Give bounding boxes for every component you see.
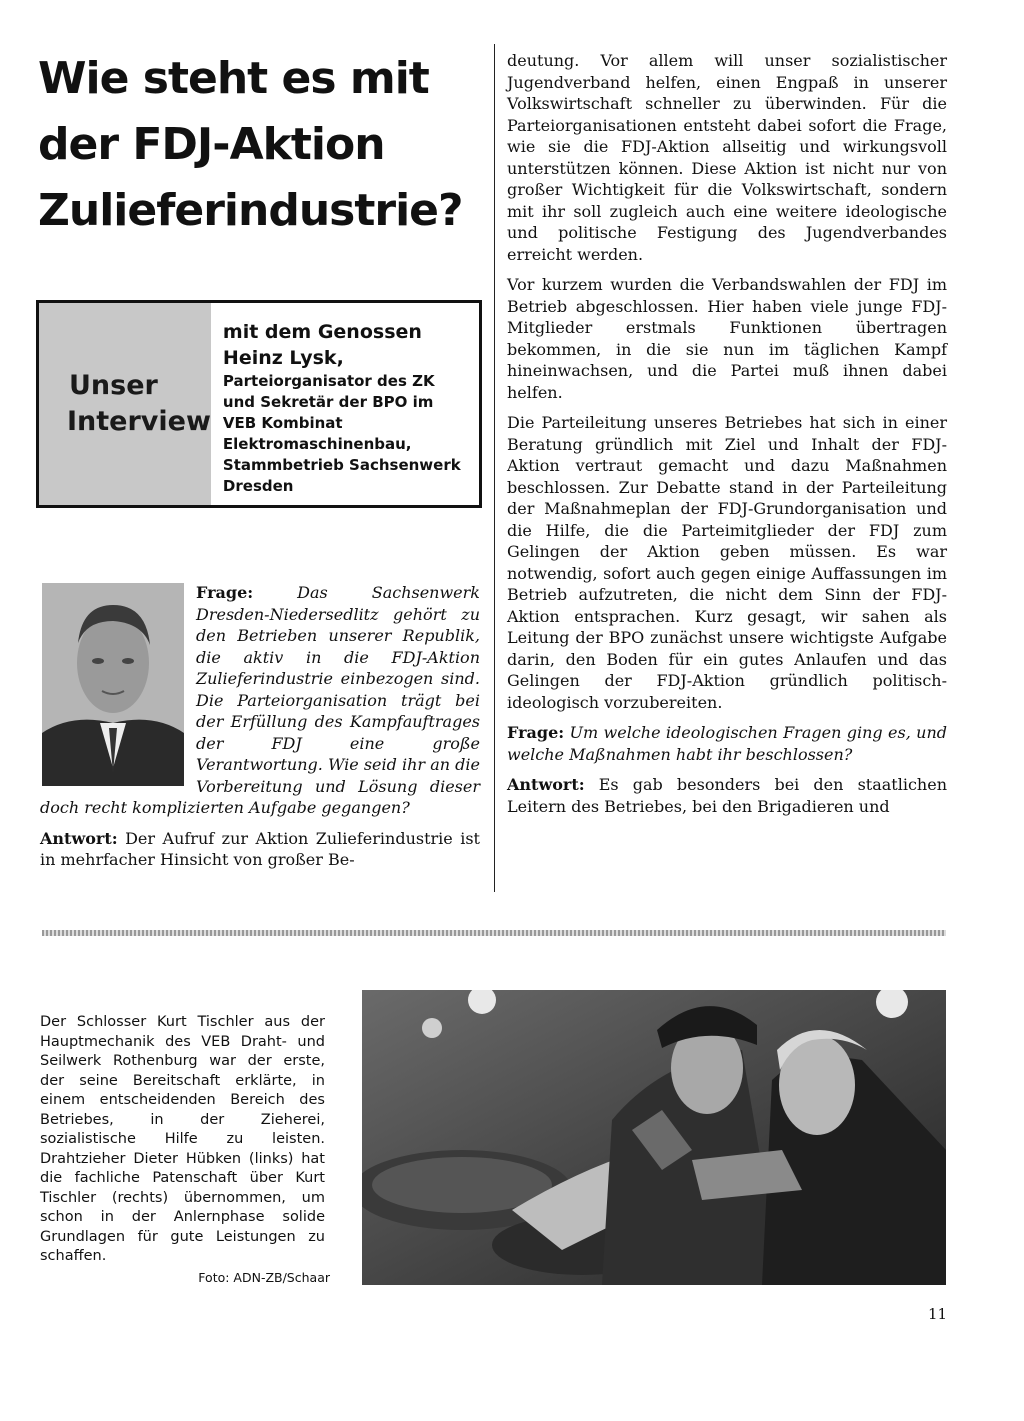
answer-2-text: Es gab besonders bei den staatlichen Leitern des Betriebes, bei den Brigadieren und [507, 775, 947, 816]
article-title: Wie steht es mit der FDJ-Aktion Zulieferindustrie? [38, 53, 463, 236]
interviewee-role: Parteiorganisator des ZK und Sekretär der BPO im VEB Kombinat Elektromaschinenbau, Stammbetrieb Sachsenwerk Dresden [222, 372, 461, 495]
question-2 [507, 722, 947, 765]
interview-details [211, 303, 479, 505]
workshop-illustration [362, 990, 946, 1285]
interview-label-line1: Unser [69, 370, 158, 401]
workshop-photo [362, 990, 946, 1285]
interviewee-name: Heinz Lysk, [222, 347, 344, 369]
answer-1-text: Der Aufruf zur Aktion Zulieferindustrie ist in mehrfacher Hinsicht von großer Be- [40, 828, 480, 869]
column-divider [494, 44, 495, 892]
interview-label-line2: Interview [67, 406, 211, 437]
photo-caption: Der Schlosser Kurt Tischler aus der Hauptmechanik des VEB Draht- und Seilwerk Rothenburg war der erste, der seine Bereitschaft erklärte, in einem entscheidenden Bereich des Betriebes, in der Zieherei, sozialistische Hilfe zu leisten. Drahtzieher Dieter Hübken (links) hat die fachliche Patenschaft über Kurt Tischler (rechts) übernommen, um schon in der Anlernphase solide Grundlagen für gute Leistungen zu schaffen. [40, 1014, 325, 1264]
answer-2-label: Antwort: [507, 775, 585, 794]
question-1-label: Frage: [196, 583, 254, 602]
section-rule [42, 930, 946, 936]
right-column-text [507, 50, 947, 826]
paragraph-2: Vor kurzem wurden die Verbandswahlen der FDJ im Betrieb abgeschlossen. Hier haben viele junge FDJ-Mitglieder erstmals Funktionen übertragen bekommen, in die sie nun im täglichen Kampf hineinwachsen, und die Partei muß ihnen dabei helfen. [507, 275, 947, 402]
left-column-text [40, 582, 480, 880]
paragraph-1: deutung. Vor allem will unser sozialistischer Jugendverband helfen, einen Engpaß in unserer Volkswirtschaft schneller zu überwinden. Für die Parteiorganisationen entsteht dabei sofort die Frage, wie sie die FDJ-Aktion allseitig und wirkungsvoll unterstützen können. Diese Aktion ist nicht nur von großer Wichtigkeit für die Volkswirtschaft, sondern mit ihr soll zugleich auch eine weitere ideologische und politische Festigung des Jugendverbandes erreicht werden. [507, 51, 947, 264]
portrait-spacer [40, 582, 196, 794]
question-2-text: Um welche ideologischen Fragen ging es, und welche Maßnahmen habt ihr beschlossen? [507, 723, 947, 764]
answer-2 [507, 774, 947, 817]
interview-box [36, 300, 482, 508]
interview-intro: mit dem Genossen [222, 321, 422, 343]
question-2-label: Frage: [507, 723, 565, 742]
paragraph-3: Die Parteileitung unseres Betriebes hat sich in einer Beratung gründlich mit Ziel und Inhalt der FDJ-Aktion vertraut gemacht und dazu Maßnahmen beschlossen. Zur Debatte stand in der Parteileitung der Maßnahmeplan der FDJ-Grundorganisation und die Hilfe, die die Parteimitglieder der FDJ zum Gelingen der Aktion geben müssen. Es war notwendig, sofort auch gegen einige Auffassungen im Betrieb aufzutreten, die nicht dem Sinn der FDJ-Aktion entsprachen. Kurz gesagt, wir sahen als Leitung der BPO zunächst unsere wichtigste Aufgabe darin, den Boden für ein gutes Anlaufen und das Gelingen der FDJ-Aktion gründlich politisch-ideologisch vorzubereiten. [507, 413, 947, 712]
interview-label-panel [39, 303, 211, 505]
photo-credit: Foto: ADN-ZB/Schaar [198, 1270, 330, 1285]
question-1-text: Das Sachsenwerk Dresden-Niedersedlitz gehört zu den Betrieben unserer Republik, die aktiv in die FDJ-Aktion Zulieferindustrie einbezogen sind. Die Parteiorganisation trägt bei der Erfüllung des Kampfauftrages der FDJ eine große Verantwortung. Wie seid ihr an die Vorbereitung und Lösung dieser doch recht komplizierten Aufgabe gegangen? [40, 583, 480, 817]
page-number: 11 [928, 1305, 948, 1323]
answer-1 [40, 828, 480, 871]
answer-1-label: Antwort: [40, 828, 118, 848]
